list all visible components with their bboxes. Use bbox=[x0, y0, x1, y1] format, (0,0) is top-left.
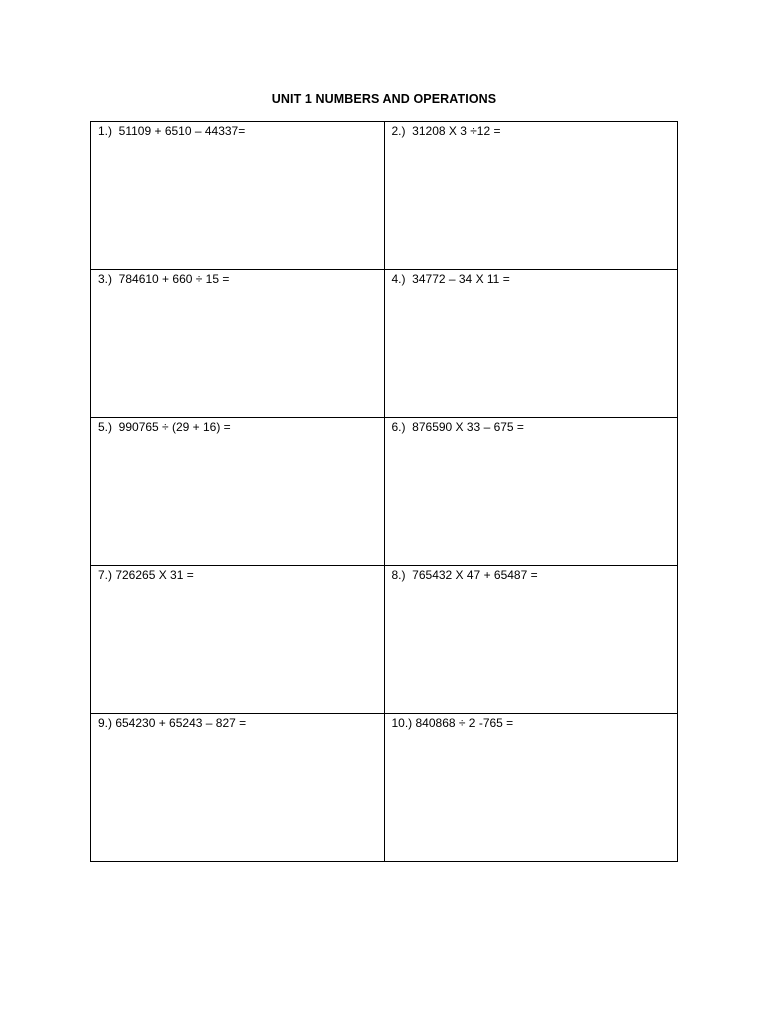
problem-cell-2: 2.) 31208 X 3 ÷12 = bbox=[384, 122, 678, 270]
problem-cell-1: 1.) 51109 + 6510 – 44337= bbox=[91, 122, 385, 270]
page-title: UNIT 1 NUMBERS AND OPERATIONS bbox=[271, 92, 497, 106]
table-row bbox=[91, 714, 678, 862]
problem-cell-10: 10.) 840868 ÷ 2 -765 = bbox=[384, 714, 678, 862]
table-row bbox=[91, 270, 678, 418]
problem-cell-8: 8.) 765432 X 47 + 65487 = bbox=[384, 566, 678, 714]
table-row bbox=[91, 122, 678, 270]
problem-cell-7: 7.) 726265 X 31 = bbox=[91, 566, 385, 714]
table-row bbox=[91, 418, 678, 566]
problem-cell-9: 9.) 654230 + 65243 – 827 = bbox=[91, 714, 385, 862]
problem-cell-4: 4.) 34772 – 34 X 11 = bbox=[384, 270, 678, 418]
problem-cell-5: 5.) 990765 ÷ (29 + 16) = bbox=[91, 418, 385, 566]
problem-cell-6: 6.) 876590 X 33 – 675 = bbox=[384, 418, 678, 566]
problem-table bbox=[90, 121, 678, 862]
problem-cell-3: 3.) 784610 + 660 ÷ 15 = bbox=[91, 270, 385, 418]
table-row bbox=[91, 566, 678, 714]
